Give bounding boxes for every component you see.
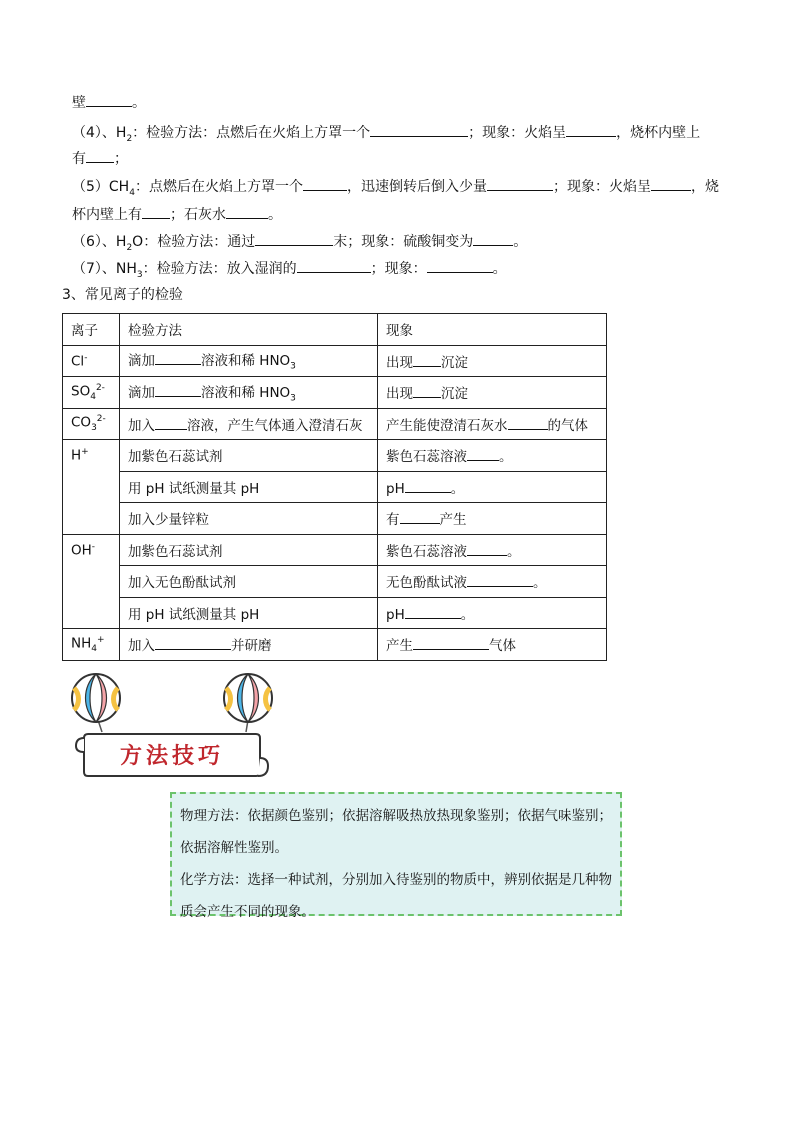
header-ion: 离子: [63, 314, 120, 346]
blank[interactable]: [297, 258, 371, 273]
blank[interactable]: [467, 572, 533, 587]
ion-cell: $SO_4^{2-}$: [63, 377, 120, 409]
blank[interactable]: [370, 122, 468, 137]
line-nh3: （7）、$NH_3$：检验方法：放入湿润的 ；现象： 。: [72, 258, 507, 285]
phenomenon-cell: 紫色石蕊溶液 。: [378, 534, 607, 566]
blank[interactable]: [467, 541, 507, 556]
blank[interactable]: [473, 231, 513, 246]
blank[interactable]: [255, 231, 333, 246]
tip-chemical: 化学方法：选择一种试剂，分别加入待鉴别的物质中，辨别依据是几种物质会产生不同的现象。: [180, 872, 612, 920]
phenomenon-cell: 有 产生: [378, 503, 607, 535]
ion-cell: Cl-: [63, 345, 120, 377]
phenomenon-cell: 出现 沉淀: [378, 377, 607, 409]
ion-test-table: [62, 313, 607, 661]
blank[interactable]: [86, 92, 132, 107]
blank[interactable]: [155, 382, 201, 397]
blank[interactable]: [467, 446, 499, 461]
phenomenon-cell: 产生能使澄清石灰水 的气体: [378, 408, 607, 440]
banner-title: 方法技巧: [119, 743, 224, 769]
blank[interactable]: [303, 176, 347, 191]
ion-cell: $NH_4^+$: [63, 629, 120, 661]
line-wall: 壁 。: [72, 92, 146, 113]
table-row: [63, 629, 607, 661]
phenomenon-cell: 紫色石蕊溶液 。: [378, 440, 607, 472]
method-cell: 加入无色酚酞试剂: [120, 566, 378, 598]
ion-cell: H+: [63, 440, 120, 535]
blank[interactable]: [651, 176, 691, 191]
method-cell: 滴加 溶液和稀 $HNO_3$: [120, 377, 378, 409]
header-phenomenon: 现象: [378, 314, 607, 346]
blank[interactable]: [413, 383, 441, 398]
blank[interactable]: [155, 415, 187, 430]
table-row: [63, 566, 607, 598]
blank[interactable]: [566, 122, 616, 137]
table-row: [63, 408, 607, 440]
beach-ball-icon: [72, 674, 120, 722]
method-cell: 加入少量锌粒: [120, 503, 378, 535]
table-row: [63, 471, 607, 503]
phenomenon-cell: pH 。: [378, 471, 607, 503]
phenomenon-cell: 产生 气体: [378, 629, 607, 661]
phenomenon-cell: pH 。: [378, 597, 607, 629]
tips-box: [170, 792, 622, 920]
blank[interactable]: [155, 350, 201, 365]
blank[interactable]: [405, 478, 451, 493]
method-tips-banner: [62, 672, 282, 784]
blank[interactable]: [427, 258, 493, 273]
method-cell: 加入 并研磨: [120, 629, 378, 661]
table-header-row: [63, 314, 607, 346]
method-cell: 用 pH 试纸测量其 pH: [120, 597, 378, 629]
ion-cell: OH-: [63, 534, 120, 629]
phenomenon-cell: 出现 沉淀: [378, 345, 607, 377]
tip-physical: 物理方法：依据颜色鉴别；依据溶解吸热放热现象鉴别；依据气味鉴别；依据溶解性鉴别。: [180, 808, 612, 856]
method-cell: 加紫色石蕊试剂: [120, 534, 378, 566]
blank[interactable]: [413, 352, 441, 367]
blank[interactable]: [226, 204, 268, 219]
blank[interactable]: [86, 148, 114, 163]
table-row: [63, 440, 607, 472]
blank[interactable]: [413, 635, 489, 650]
blank[interactable]: [400, 509, 440, 524]
blank[interactable]: [142, 204, 170, 219]
line-ch4: $(5)CH_4$：点燃后在火焰上方罩一个 ，迅速倒转后倒入少量 ；现象：火焰呈 ，烧: [72, 176, 719, 203]
beach-ball-icon: [224, 674, 272, 722]
method-cell: 用 pH 试纸测量其 pH: [120, 471, 378, 503]
line-ch4-cont: 杯内壁上有 ；石灰水 。: [72, 204, 282, 225]
header-method: 检验方法: [120, 314, 378, 346]
table-row: [63, 597, 607, 629]
blank[interactable]: [405, 604, 461, 619]
line-h2: （4）、$H_2$：检验方法：点燃后在火焰上方罩一个 ；现象：火焰呈 ，烧杯内壁上: [72, 122, 700, 149]
method-cell: 加紫色石蕊试剂: [120, 440, 378, 472]
table-row: [63, 345, 607, 377]
phenomenon-cell: 无色酚酞试液 。: [378, 566, 607, 598]
method-cell: 滴加 溶液和稀 $HNO_3$: [120, 345, 378, 377]
blank[interactable]: [487, 176, 553, 191]
blank[interactable]: [155, 635, 231, 650]
table-row: [63, 377, 607, 409]
line-h2-cont: 有 ；: [72, 148, 128, 169]
section-heading: 3、常见离子的检验: [62, 287, 183, 303]
table-row: [63, 503, 607, 535]
blank[interactable]: [508, 415, 548, 430]
line-h2o: （6）、$H_2O$：检验方法：通过 末；现象：硫酸铜变为 。: [72, 231, 527, 258]
table-row: [63, 534, 607, 566]
method-cell: 加入 溶液，产生气体通入澄清石灰: [120, 408, 378, 440]
ion-cell: $CO_3^{2-}$: [63, 408, 120, 440]
